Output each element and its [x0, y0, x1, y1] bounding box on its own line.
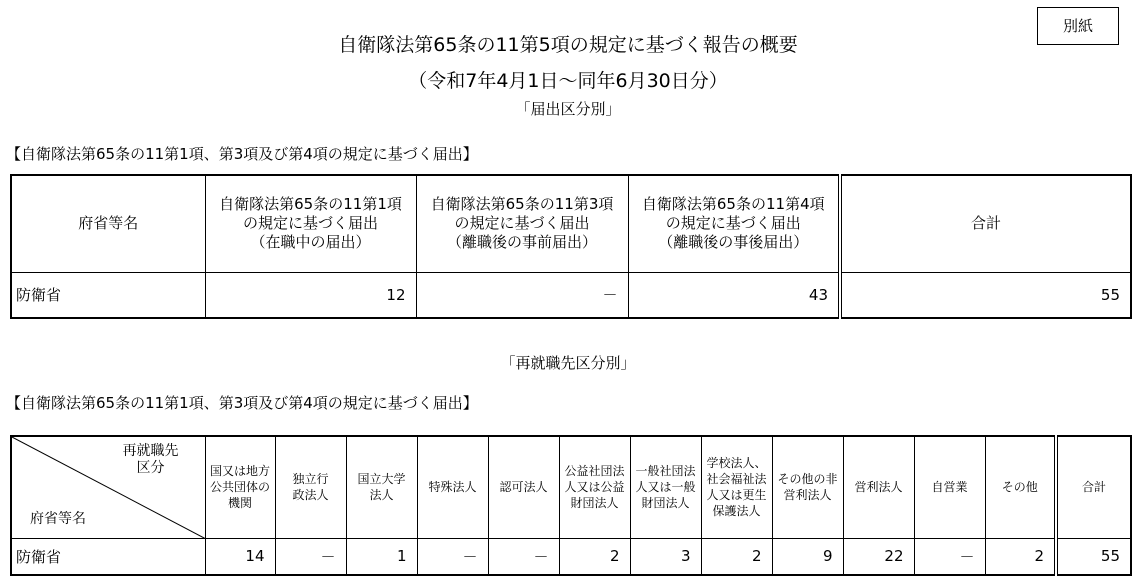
reemployment-category-label: 再就職先 区分: [122, 443, 179, 476]
col-header-7: 学校法人、 社会福祉法 人又は更生 保護法人: [701, 436, 772, 538]
total-cell: 55: [840, 272, 1131, 318]
col-header-5: 公益社団法 人又は公益 財団法人: [559, 436, 630, 538]
col-header-12: 合計: [1056, 436, 1131, 538]
col-header-6: 一般社団法 人又は一般 財団法人: [630, 436, 701, 538]
page-title: 自衛隊法第65条の11第5項の規定に基づく報告の概要: [338, 34, 798, 56]
col-header-2: 国立大学 法人: [346, 436, 417, 538]
corner-header-cell: [11, 436, 205, 538]
notification-type-table: [10, 174, 1132, 319]
ministry-label: 府省等名: [30, 510, 86, 527]
section2-heading: 【自衛隊法第65条の11第1項、第3項及び第4項の規定に基づく届出】: [6, 394, 478, 412]
value-cell: －: [417, 538, 488, 575]
value-cell: 2: [559, 538, 630, 575]
table-row: [11, 538, 1131, 575]
col-header-0: 国又は地方 公共団体の 機関: [205, 436, 275, 538]
col-header-3: 特殊法人: [417, 436, 488, 538]
ministry-cell: 防衛省: [11, 538, 205, 575]
ministry-cell: 防衛省: [11, 272, 205, 318]
section1-heading: 【自衛隊法第65条の11第1項、第3項及び第4項の規定に基づく届出】: [6, 145, 478, 163]
col-header-4: 認可法人: [488, 436, 559, 538]
value-cell: 14: [205, 538, 275, 575]
value-cell: 9: [772, 538, 843, 575]
total-cell: 55: [1056, 538, 1131, 575]
value-cell: －: [488, 538, 559, 575]
value-cell: 12: [205, 272, 416, 318]
col-header-11: その他: [985, 436, 1056, 538]
value-cell: 43: [628, 272, 840, 318]
col-para4-header: 自衛隊法第65条の11第4項 の規定に基づく届出 （離職後の事後届出）: [628, 175, 840, 272]
value-cell: 1: [346, 538, 417, 575]
section1-subtitle: 「届出区分別」: [515, 100, 621, 118]
table1-header-row: [11, 175, 1131, 272]
section2-subtitle: 「再就職先区分別」: [500, 354, 636, 372]
col-header-1: 独立行 政法人: [275, 436, 346, 538]
betsushi-box: 別紙: [1037, 7, 1119, 45]
value-cell: －: [416, 272, 628, 318]
value-cell: 3: [630, 538, 701, 575]
value-cell: 22: [843, 538, 914, 575]
col-header-10: 自営業: [914, 436, 985, 538]
table2-header-row: [11, 436, 1131, 538]
value-cell: 2: [701, 538, 772, 575]
col-para3-header: 自衛隊法第65条の11第3項 の規定に基づく届出 （離職後の事前届出）: [416, 175, 628, 272]
value-cell: －: [275, 538, 346, 575]
col-total-header: 合計: [840, 175, 1131, 272]
value-cell: 2: [985, 538, 1056, 575]
value-cell: －: [914, 538, 985, 575]
period-subtitle: （令和7年4月1日～同年6月30日分）: [408, 70, 728, 92]
reemployment-type-table: [10, 435, 1132, 576]
col-header-8: その他の非 営利法人: [772, 436, 843, 538]
col-para1-header: 自衛隊法第65条の11第1項 の規定に基づく届出 （在職中の届出）: [205, 175, 416, 272]
col-ministry-header: 府省等名: [11, 175, 205, 272]
table-row: [11, 272, 1131, 318]
col-header-9: 営利法人: [843, 436, 914, 538]
